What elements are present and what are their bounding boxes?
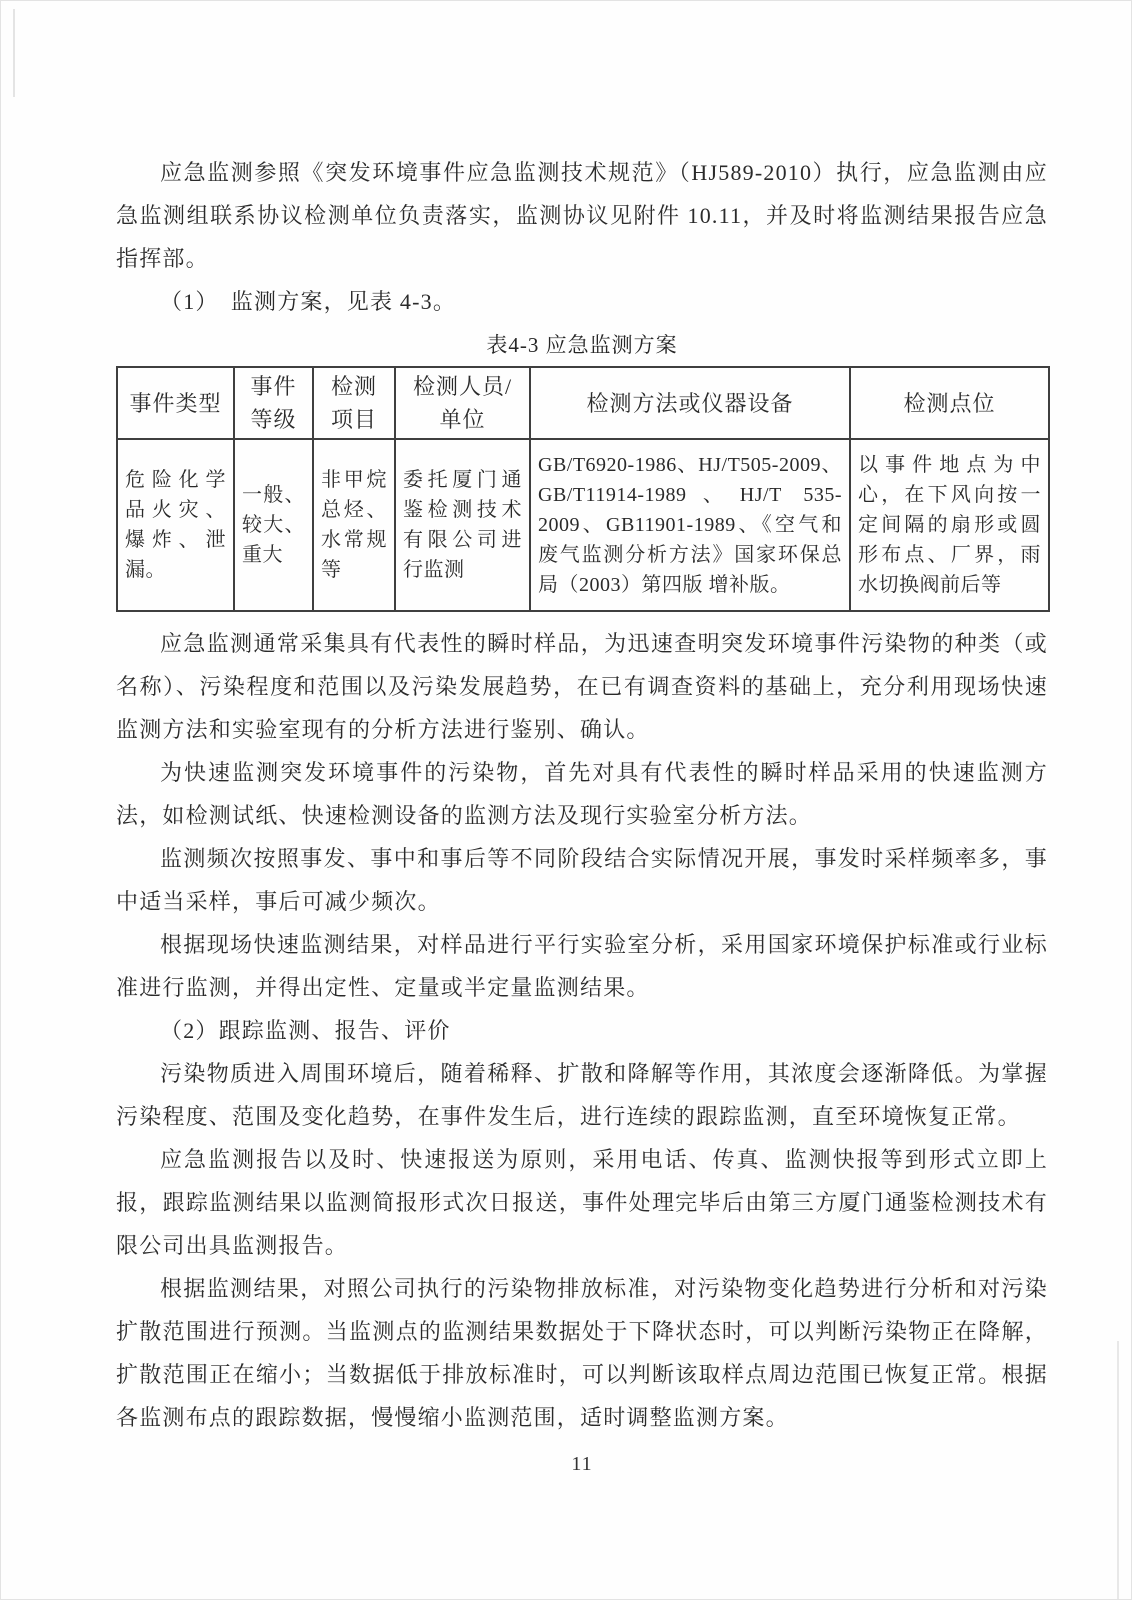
col-header-test-items: 检测项目	[313, 367, 395, 439]
list-item-monitoring-plan: （1） 监测方案，见表 4-3。	[160, 289, 457, 314]
cell-test-points: 以事件地点为中心，在下风向按一定间隔的扇形或圆形布点、厂界，雨水切换阀前后等	[850, 439, 1049, 611]
cell-event-level: 一般、较大、重大	[234, 439, 313, 611]
cell-test-personnel: 委托厦门通鉴检测技术有限公司进行监测	[395, 439, 530, 611]
col-header-test-methods: 检测方法或仪器设备	[530, 367, 850, 439]
table-header-row	[117, 367, 1049, 439]
section-heading-tracking: （2）跟踪监测、报告、评价	[160, 1018, 451, 1043]
cell-test-methods: GB/T6920-1986、HJ/T505-2009、GB/T11914-1989、HJ/T 535-2009、GB11901-1989、《空气和废气监测分析方法》国家环保总局（2003）第四版 增补版。	[530, 439, 850, 611]
emergency-monitoring-table	[116, 366, 1050, 612]
body-paragraph-frequency: 监测频次按照事发、事中和事后等不同阶段结合实际情况开展，事发时采样频率多，事中适当采样，事后可减少频次。	[116, 846, 1048, 914]
scan-artifact-right	[1117, 1341, 1119, 1600]
scan-artifact-left	[13, 9, 15, 97]
col-header-test-personnel: 检测人员/单位	[395, 367, 530, 439]
col-header-event-type: 事件类型	[117, 367, 234, 439]
body-paragraph-reporting: 应急监测报告以及时、快速报送为原则，采用电话、传真、监测快报等到形式立即上报，跟踪监测结果以监测简报形式次日报送，事件处理完毕后由第三方厦门通鉴检测技术有限公司出具监测报告。	[116, 1147, 1048, 1258]
col-header-event-level: 事件等级	[234, 367, 313, 439]
body-paragraph-lab-analysis: 根据现场快速监测结果，对样品进行平行实验室分析，采用国家环境保护标准或行业标准进行监测，并得出定性、定量或半定量监测结果。	[116, 932, 1048, 1000]
body-paragraph-rapid-monitoring: 为快速监测突发环境事件的污染物，首先对具有代表性的瞬时样品采用的快速监测方法，如检测试纸、快速检测设备的监测方法及现行实验室分析方法。	[116, 760, 1048, 828]
cell-event-type: 危险化学品火灾、爆炸、泄漏。	[117, 439, 234, 611]
cell-test-items: 非甲烷总烃、水常规等	[313, 439, 395, 611]
table-caption: 表4-3 应急监测方案	[486, 333, 678, 357]
col-header-test-points: 检测点位	[850, 367, 1049, 439]
table-row	[117, 439, 1049, 611]
intro-paragraph: 应急监测参照《突发环境事件应急监测技术规范》（HJ589-2010）执行，应急监测由应急监测组联系协议检测单位负责落实，监测协议见附件 10.11，并及时将监测结果报告应急指挥部。	[116, 160, 1048, 271]
page-number: 11	[571, 1453, 593, 1475]
body-paragraph-trend-analysis: 根据监测结果，对照公司执行的污染物排放标准，对污染物变化趋势进行分析和对污染扩散范围进行预测。当监测点的监测结果数据处于下降状态时，可以判断污染物正在降解，扩散范围正在缩小；当数据低于排放标准时，可以判断该取样点周边范围已恢复正常。根据各监测布点的跟踪数据，慢慢缩小监测范围，适时调整监测方案。	[116, 1276, 1048, 1430]
page-content	[116, 151, 1048, 1476]
body-paragraph-dilution: 污染物质进入周围环境后，随着稀释、扩散和降解等作用，其浓度会逐渐降低。为掌握污染程度、范围及变化趋势，在事件发生后，进行连续的跟踪监测，直至环境恢复正常。	[116, 1061, 1048, 1129]
body-paragraph-sampling: 应急监测通常采集具有代表性的瞬时样品，为迅速查明突发环境事件污染物的种类（或名称）、污染程度和范围以及污染发展趋势，在已有调查资料的基础上，充分利用现场快速监测方法和实验室现有的分析方法进行鉴别、确认。	[116, 631, 1048, 742]
